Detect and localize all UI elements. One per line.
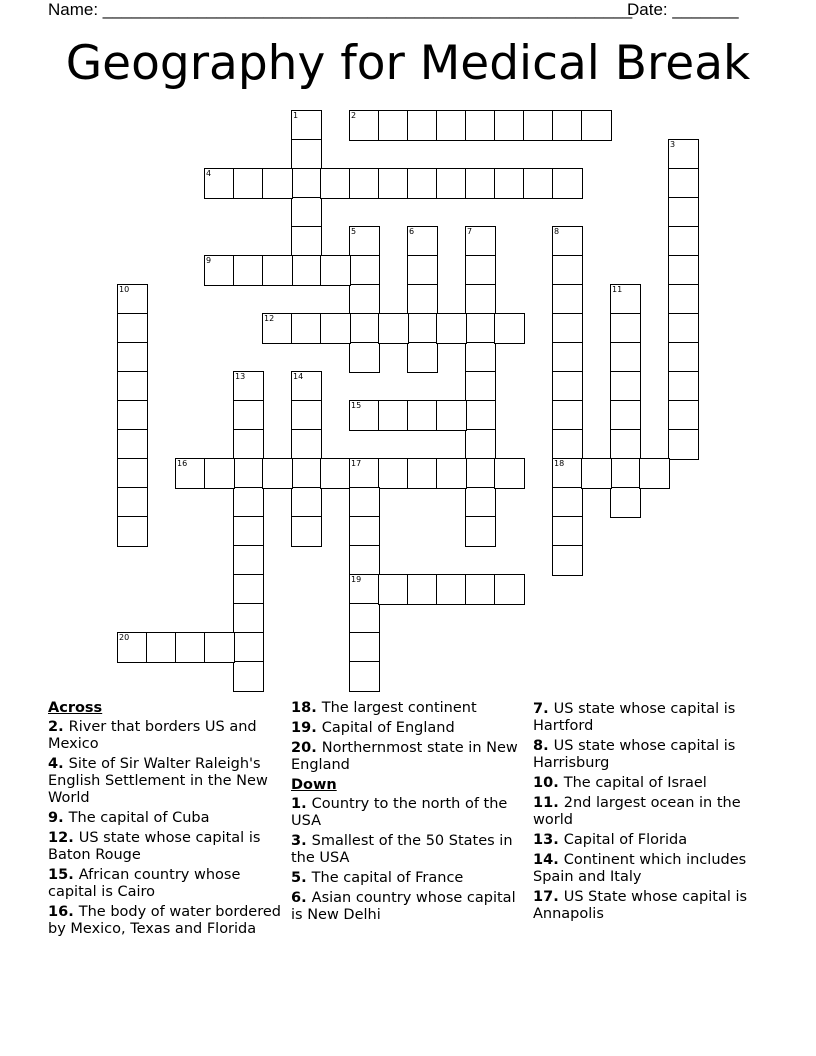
clue-item-number: 17 [533, 889, 554, 905]
name-field[interactable] [48, 0, 632, 20]
clue-item: 7. US state whose capital is Hartford [533, 701, 736, 734]
grid-cell[interactable] [291, 110, 322, 141]
grid-cell[interactable] [668, 226, 699, 257]
grid-cell[interactable] [610, 487, 641, 518]
grid-cell[interactable] [320, 458, 351, 489]
grid-cell[interactable] [233, 400, 264, 431]
clue-item: 8. US state whose capital is Harrisburg [533, 738, 736, 771]
clue-item-number: 7 [533, 701, 544, 717]
grid-cell[interactable] [233, 574, 264, 605]
grid-cell[interactable] [117, 516, 148, 547]
grid-cell[interactable] [233, 661, 264, 692]
grid-cell[interactable] [668, 313, 699, 344]
clue-number: 4 [206, 169, 212, 178]
grid-cell[interactable] [233, 545, 264, 576]
clue-item-number: 11 [533, 795, 554, 811]
clue-item: 16. The body of water bordered by Mexico, Texas and Florida [48, 904, 281, 937]
clue-number: 2 [351, 111, 357, 120]
clue-column-1 [48, 700, 283, 941]
clue-item-text: The capital of Cuba [68, 810, 210, 826]
clue-item-number: 6 [291, 890, 302, 906]
grid-cell[interactable] [668, 429, 699, 460]
grid-cell[interactable] [436, 313, 467, 344]
grid-cell[interactable] [494, 458, 525, 489]
grid-cell[interactable] [581, 110, 612, 141]
clue-item-text: The capital of France [311, 870, 464, 886]
clue-item-number: 13 [533, 832, 554, 848]
grid-cell[interactable] [349, 632, 380, 663]
grid-cell[interactable] [436, 168, 467, 199]
grid-cell[interactable] [349, 342, 380, 373]
grid-cell[interactable] [610, 313, 641, 344]
grid-cell[interactable] [407, 110, 438, 141]
grid-cell[interactable] [117, 400, 148, 431]
grid-cell[interactable] [204, 168, 235, 199]
clue-item-number: 20 [291, 740, 312, 756]
clue-item-number: 10 [533, 775, 554, 791]
grid-cell[interactable] [291, 371, 322, 402]
grid-cell[interactable] [407, 342, 438, 373]
clue-item-text: US state whose capital is Harrisburg [533, 738, 736, 771]
grid-cell[interactable] [465, 168, 496, 199]
clue-item: 1. Country to the north of the USA [291, 796, 508, 829]
clue-item-text: Continent which includes Spain and Italy [533, 852, 747, 885]
grid-cell[interactable] [668, 139, 699, 170]
grid-cell[interactable] [494, 313, 525, 344]
grid-cell[interactable] [407, 313, 438, 344]
clue-item: 13. Capital of Florida [533, 832, 688, 848]
grid-cell[interactable] [291, 429, 322, 460]
grid-cell[interactable] [349, 255, 380, 286]
clue-item-number: 4 [48, 756, 59, 772]
grid-cell[interactable] [552, 226, 583, 257]
grid-cell[interactable] [668, 284, 699, 315]
clue-item: 9. The capital of Cuba [48, 810, 210, 826]
grid-cell[interactable] [233, 458, 264, 489]
grid-cell[interactable] [668, 371, 699, 402]
grid-cell[interactable] [465, 226, 496, 257]
grid-cell[interactable] [407, 226, 438, 257]
grid-cell[interactable] [117, 342, 148, 373]
grid-cell[interactable] [204, 255, 235, 286]
grid-cell[interactable] [349, 458, 380, 489]
grid-cell[interactable] [523, 110, 554, 141]
grid-cell[interactable] [610, 371, 641, 402]
name-label: Name: [48, 0, 103, 19]
grid-cell[interactable] [175, 458, 206, 489]
clue-number: 14 [293, 372, 304, 381]
grid-cell[interactable] [465, 574, 496, 605]
grid-cell[interactable] [378, 313, 409, 344]
clue-item-number: 8 [533, 738, 544, 754]
clue-column-3 [533, 701, 768, 926]
clue-item-number: 9 [48, 810, 59, 826]
clue-item-text: The body of water bordered by Mexico, Texas and Florida [48, 904, 281, 937]
grid-cell[interactable] [117, 313, 148, 344]
grid-cell[interactable] [117, 487, 148, 518]
grid-cell[interactable] [349, 110, 380, 141]
grid-cell[interactable] [465, 400, 496, 431]
grid-cell[interactable] [552, 371, 583, 402]
grid-cell[interactable] [378, 168, 409, 199]
clue-number: 3 [670, 140, 676, 149]
grid-cell[interactable] [262, 255, 293, 286]
grid-cell[interactable] [291, 226, 322, 257]
clue-number: 1 [293, 111, 299, 120]
grid-cell[interactable] [378, 400, 409, 431]
clue-item: 14. Continent which includes Spain and Italy [533, 852, 747, 885]
clue-number: 8 [554, 227, 560, 236]
clue-item-number: 18 [291, 700, 312, 716]
clue-number: 7 [467, 227, 473, 236]
clue-item: 4. Site of Sir Walter Raleigh's English Settlement in the New World [48, 756, 268, 806]
clue-item: 12. US state whose capital is Baton Rouge [48, 830, 261, 863]
clue-item-text: Asian country whose capital is New Delhi [291, 890, 516, 923]
date-field[interactable] [627, 0, 739, 20]
grid-cell[interactable] [146, 632, 177, 663]
grid-cell[interactable] [552, 342, 583, 373]
grid-cell[interactable] [407, 400, 438, 431]
clue-item: 17. US State whose capital is Annapolis [533, 889, 748, 922]
grid-cell[interactable] [378, 110, 409, 141]
clue-item-text: Capital of England [321, 720, 455, 736]
grid-cell[interactable] [552, 110, 583, 141]
grid-cell[interactable] [233, 632, 264, 663]
clue-number: 20 [119, 633, 130, 642]
clue-item: 19. Capital of England [291, 720, 455, 736]
clue-number: 11 [612, 285, 623, 294]
grid-cell[interactable] [291, 400, 322, 431]
clue-item-text: Country to the north of the USA [291, 796, 508, 829]
grid-cell[interactable] [262, 168, 293, 199]
clue-number: 15 [351, 401, 362, 410]
grid-cell[interactable] [320, 168, 351, 199]
clue-item: 5. The capital of France [291, 870, 464, 886]
clue-number: 12 [264, 314, 275, 323]
grid-cell[interactable] [465, 458, 496, 489]
grid-cell[interactable] [233, 516, 264, 547]
grid-cell[interactable] [407, 458, 438, 489]
clue-item: 18. The largest continent [291, 700, 477, 716]
grid-cell[interactable] [233, 603, 264, 634]
grid-cell[interactable] [349, 661, 380, 692]
grid-cell[interactable] [233, 487, 264, 518]
date-label: Date: [627, 0, 673, 19]
grid-cell[interactable] [291, 139, 322, 170]
grid-cell[interactable] [117, 632, 148, 663]
clue-number: 9 [206, 256, 212, 265]
grid-cell[interactable] [610, 400, 641, 431]
grid-cell[interactable] [552, 255, 583, 286]
clue-item-number: 3 [291, 833, 302, 849]
grid-cell[interactable] [378, 458, 409, 489]
grid-cell[interactable] [291, 487, 322, 518]
grid-cell[interactable] [465, 516, 496, 547]
grid-cell[interactable] [349, 516, 380, 547]
grid-cell[interactable] [262, 458, 293, 489]
clue-item-text: Capital of Florida [563, 832, 688, 848]
grid-cell[interactable] [610, 342, 641, 373]
grid-cell[interactable] [291, 168, 322, 199]
grid-cell[interactable] [291, 458, 322, 489]
grid-cell[interactable] [291, 313, 322, 344]
grid-cell[interactable] [320, 255, 351, 286]
clue-item: 20. Northernmost state in New England [291, 740, 518, 773]
grid-cell[interactable] [117, 371, 148, 402]
grid-cell[interactable] [552, 168, 583, 199]
grid-cell[interactable] [610, 284, 641, 315]
clue-item-number: 12 [48, 830, 69, 846]
grid-cell[interactable] [581, 458, 612, 489]
grid-cell[interactable] [465, 342, 496, 373]
clue-item-number: 14 [533, 852, 554, 868]
grid-cell[interactable] [668, 400, 699, 431]
grid-cell[interactable] [552, 458, 583, 489]
grid-cell[interactable] [233, 429, 264, 460]
grid-cell[interactable] [436, 574, 467, 605]
clue-number: 13 [235, 372, 246, 381]
grid-cell[interactable] [262, 313, 293, 344]
section-heading: Down [291, 777, 337, 793]
grid-cell[interactable] [436, 458, 467, 489]
grid-cell[interactable] [610, 458, 641, 489]
grid-cell[interactable] [349, 574, 380, 605]
clue-item-number: 16 [48, 904, 69, 920]
clue-item-text: Smallest of the 50 States in the USA [291, 833, 513, 866]
clue-item-number: 5 [291, 870, 302, 886]
grid-cell[interactable] [552, 429, 583, 460]
clue-item: 10. The capital of Israel [533, 775, 707, 791]
grid-cell[interactable] [233, 255, 264, 286]
grid-cell[interactable] [117, 429, 148, 460]
clue-item: 15. African country whose capital is Cairo [48, 867, 241, 900]
grid-cell[interactable] [204, 632, 235, 663]
clue-item-text: Northernmost state in New England [291, 740, 518, 773]
grid-cell[interactable] [407, 284, 438, 315]
grid-cell[interactable] [349, 168, 380, 199]
grid-cell[interactable] [639, 458, 670, 489]
grid-cell[interactable] [668, 197, 699, 228]
grid-cell[interactable] [349, 400, 380, 431]
grid-cell[interactable] [465, 313, 496, 344]
name-line[interactable]: ________________________________________________________ [102, 0, 633, 19]
grid-cell[interactable] [204, 458, 235, 489]
clue-item-text: 2nd largest ocean in the world [533, 795, 741, 828]
grid-cell[interactable] [320, 313, 351, 344]
grid-cell[interactable] [552, 487, 583, 518]
grid-cell[interactable] [117, 284, 148, 315]
grid-cell[interactable] [117, 458, 148, 489]
grid-cell[interactable] [436, 400, 467, 431]
clue-item-text: Site of Sir Walter Raleigh's English Settlement in the New World [48, 756, 268, 806]
clue-number: 17 [351, 459, 362, 468]
clue-number: 18 [554, 459, 565, 468]
clue-item-number: 1 [291, 796, 302, 812]
clue-item-text: US State whose capital is Annapolis [533, 889, 748, 922]
grid-cell[interactable] [465, 487, 496, 518]
clue-item-number: 19 [291, 720, 312, 736]
grid-cell[interactable] [610, 429, 641, 460]
clue-item-text: US state whose capital is Baton Rouge [48, 830, 261, 863]
grid-cell[interactable] [175, 632, 206, 663]
grid-cell[interactable] [668, 168, 699, 199]
clue-item-text: US state whose capital is Hartford [533, 701, 736, 734]
grid-cell[interactable] [552, 516, 583, 547]
grid-cell[interactable] [668, 255, 699, 286]
clue-item: 3. Smallest of the 50 States in the USA [291, 833, 513, 866]
grid-cell[interactable] [494, 110, 525, 141]
page-title: Geography for Medical Break [65, 36, 751, 91]
grid-cell[interactable] [552, 545, 583, 576]
clue-number: 10 [119, 285, 130, 294]
grid-cell[interactable] [349, 603, 380, 634]
grid-cell[interactable] [552, 400, 583, 431]
clue-item-number: 2 [48, 719, 59, 735]
grid-cell[interactable] [465, 110, 496, 141]
clue-item: 2. River that borders US and Mexico [48, 719, 257, 752]
grid-cell[interactable] [349, 284, 380, 315]
grid-cell[interactable] [407, 255, 438, 286]
grid-cell[interactable] [233, 168, 264, 199]
section-heading: Across [48, 700, 103, 716]
grid-cell[interactable] [465, 284, 496, 315]
grid-cell[interactable] [349, 487, 380, 518]
grid-cell[interactable] [349, 226, 380, 257]
clue-column-2 [291, 700, 526, 927]
grid-cell[interactable] [407, 168, 438, 199]
grid-cell[interactable] [552, 313, 583, 344]
clue-item-text: River that borders US and Mexico [48, 719, 257, 752]
clue-item-text: The capital of Israel [563, 775, 707, 791]
grid-cell[interactable] [291, 255, 322, 286]
grid-cell[interactable] [494, 168, 525, 199]
clue-number: 16 [177, 459, 188, 468]
grid-cell[interactable] [436, 110, 467, 141]
clue-item-text: The largest continent [321, 700, 477, 716]
grid-cell[interactable] [465, 255, 496, 286]
clue-item-text: African country whose capital is Cairo [48, 867, 241, 900]
grid-cell[interactable] [291, 516, 322, 547]
grid-cell[interactable] [465, 429, 496, 460]
clue-number: 6 [409, 227, 415, 236]
grid-cell[interactable] [349, 545, 380, 576]
grid-cell[interactable] [552, 284, 583, 315]
clue-item-number: 15 [48, 867, 69, 883]
grid-cell[interactable] [291, 197, 322, 228]
grid-cell[interactable] [378, 574, 409, 605]
clue-item: 6. Asian country whose capital is New Delhi [291, 890, 516, 923]
grid-cell[interactable] [523, 168, 554, 199]
grid-cell[interactable] [349, 313, 380, 344]
grid-cell[interactable] [407, 574, 438, 605]
grid-cell[interactable] [494, 574, 525, 605]
grid-cell[interactable] [465, 371, 496, 402]
clue-number: 5 [351, 227, 357, 236]
grid-cell[interactable] [233, 371, 264, 402]
date-line[interactable]: _______ [672, 0, 739, 19]
clue-number: 19 [351, 575, 362, 584]
clue-item: 11. 2nd largest ocean in the world [533, 795, 741, 828]
grid-cell[interactable] [668, 342, 699, 373]
